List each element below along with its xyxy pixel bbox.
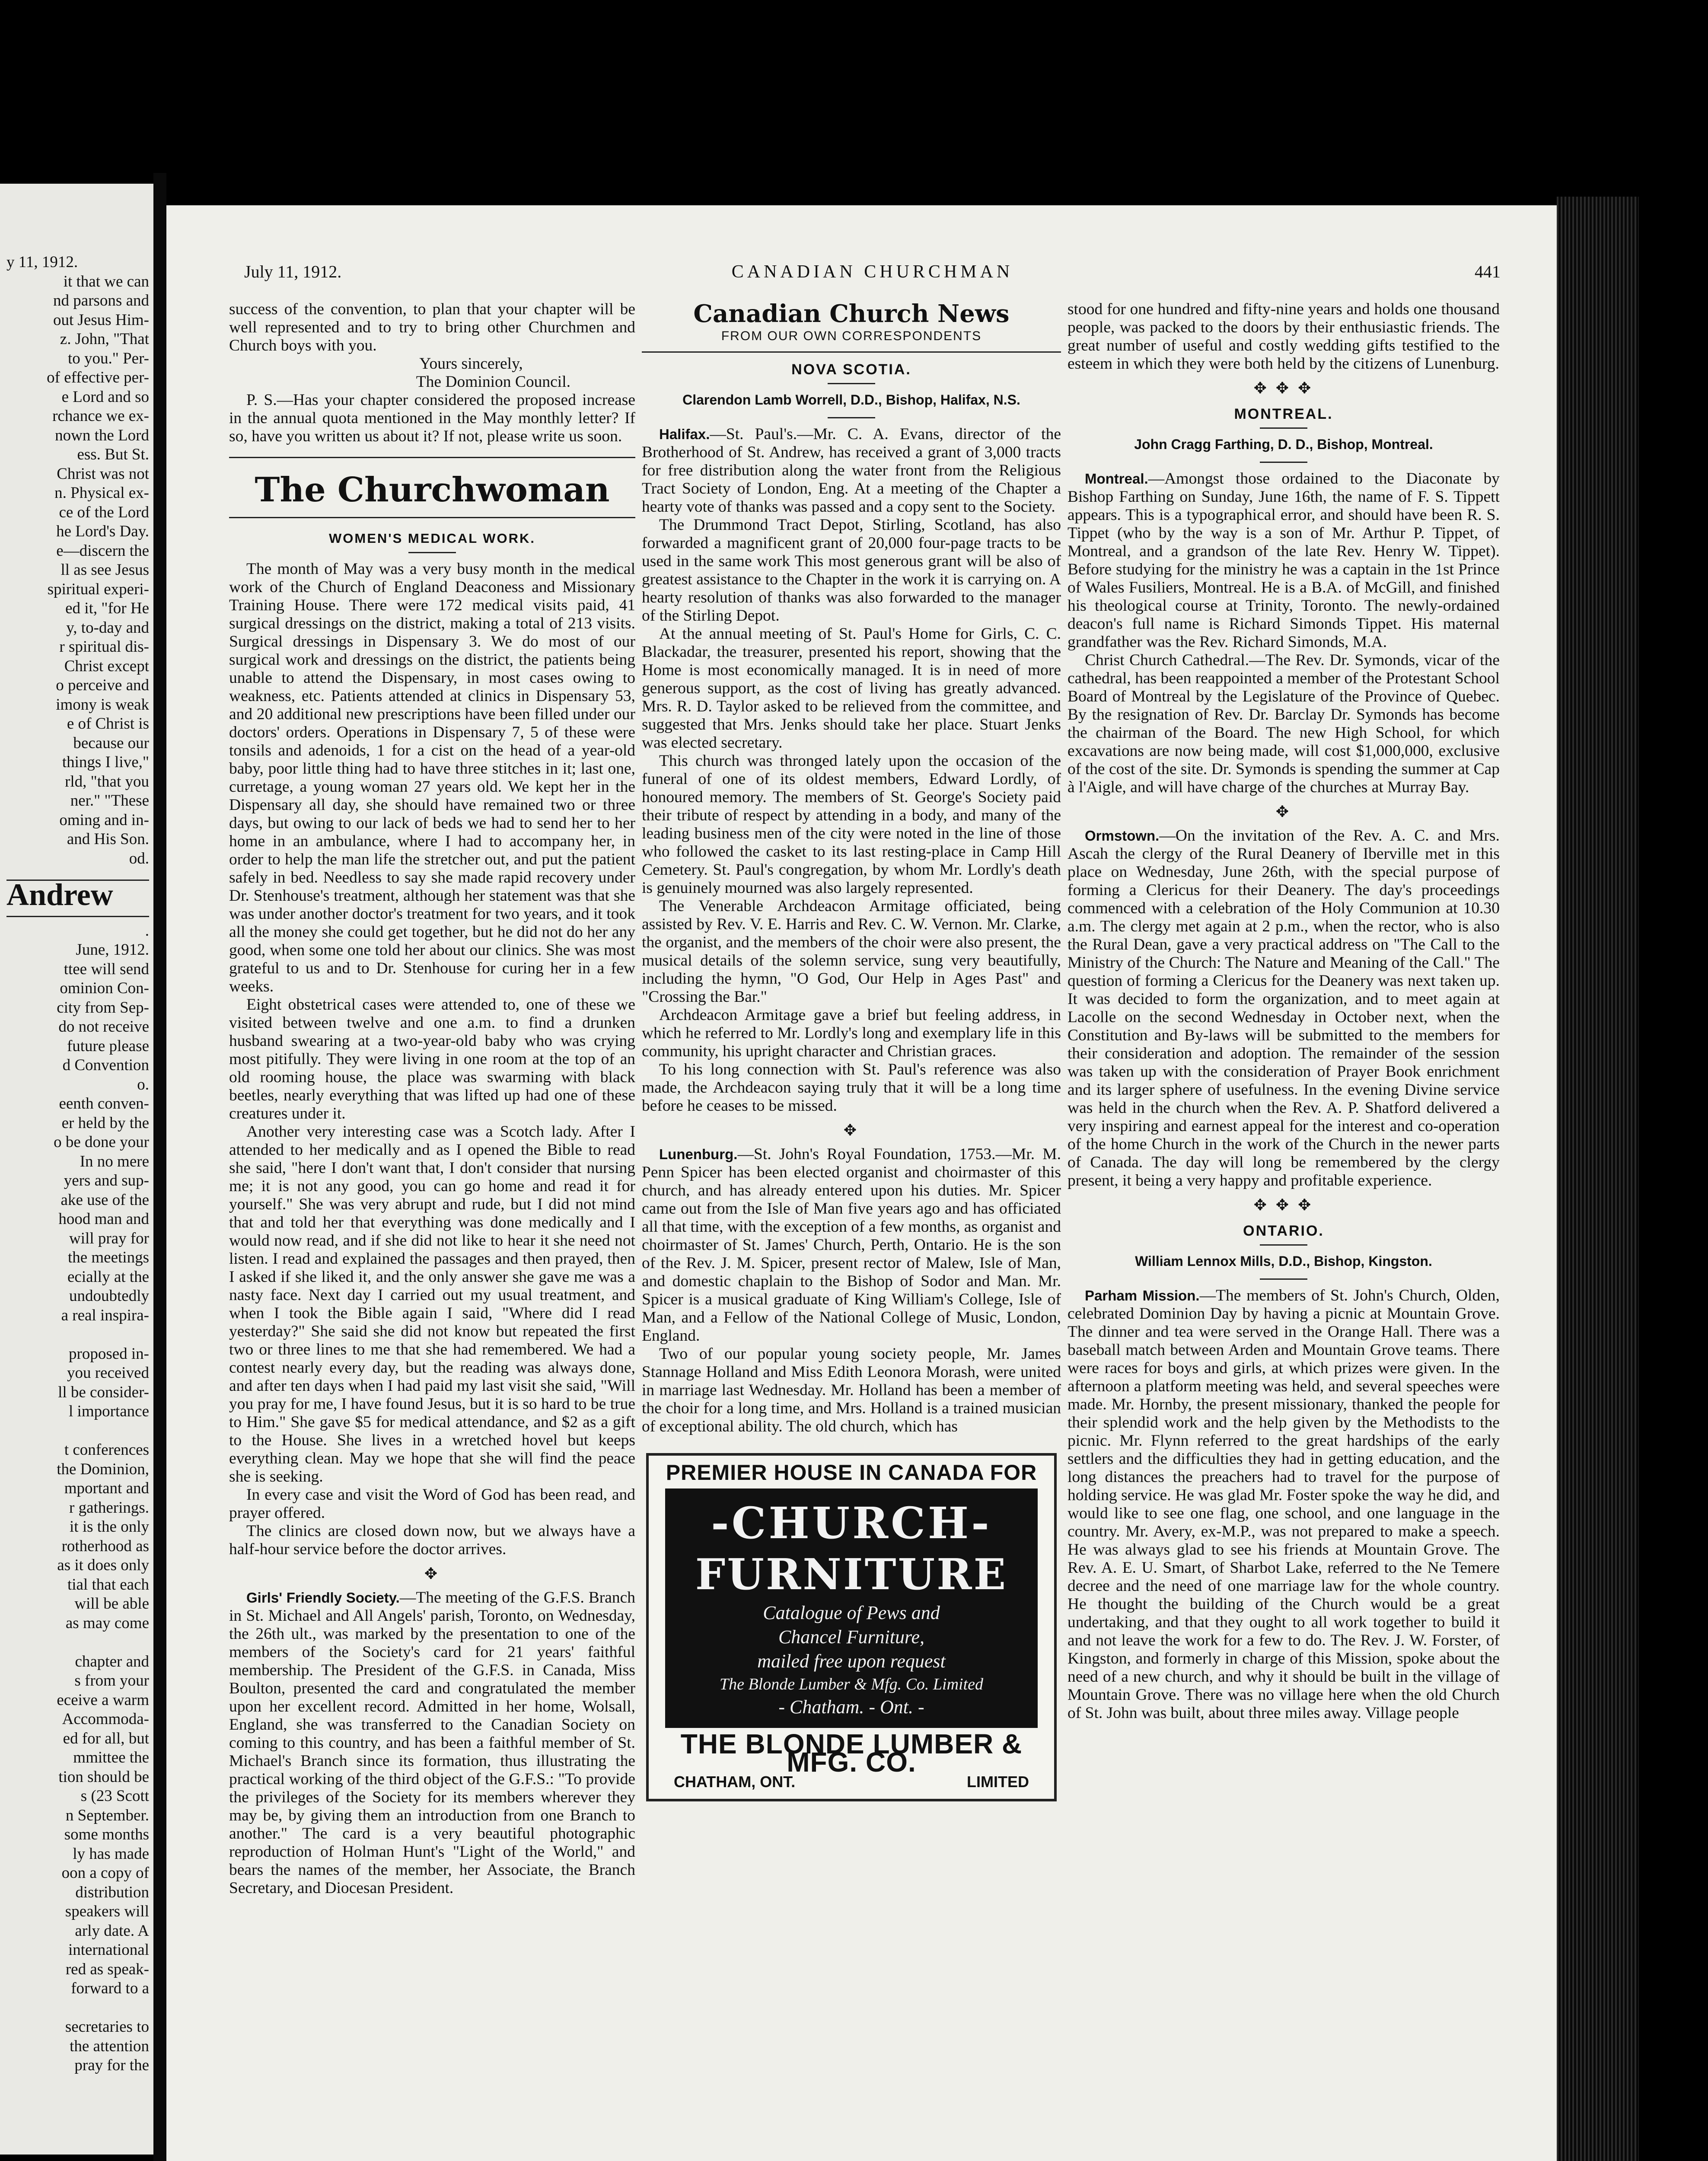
- previous-page-line: will be able: [74, 1595, 149, 1613]
- previous-page-line: future please: [67, 1037, 149, 1055]
- previous-page-line: e—discern the: [56, 542, 149, 560]
- previous-page-line: rchance we ex-: [52, 407, 149, 425]
- previous-page-header: y 11, 1912.: [6, 253, 78, 271]
- previous-page-line: ce of the Lord: [59, 503, 149, 521]
- previous-page-line: t conferences: [64, 1441, 149, 1459]
- previous-page-line: the attention: [70, 2037, 149, 2055]
- paragraph-text: —Amongst those ordained to the Diaconate by Bishop Farthing on Sunday, June 16th, the name of F. S. Tippett appears. This is a typographical error, and should have been R. S. Tippet (who by the way is a son of Mr. Arthur P. Tippet, of Montreal, and a grandson of the late Rev. Henry W. Tippet). Before studying for the ministry he was a captain in the 1st Prince of Wales Fusiliers, Montreal. He is a B.A. of McGill, and finished his theological course at Trinity, Toronto. The newly-ordained deacon's full name is Richard Simonds Tippet. His maternal grandfather was the Rev. Richard Simonds, M.A.: [1068, 470, 1500, 651]
- previous-page-line: o perceive and: [56, 676, 149, 694]
- region-heading: ONTARIO.: [1243, 1223, 1324, 1239]
- previous-page-line: chapter and: [75, 1652, 149, 1670]
- paragraph-text: —The members of St. John's Church, Olden, celebrated Dominion Day by having a picnic at Mountain Grove. The dinner and tea were served in the Orange Hall. There was a baseball match between Arden and Mountain Grove teams. There were races for boys and girls, at which prizes were given. In the afternoon a platform meeting was held, and several speeches were made. Mr. Hornby, the present missionary, thanked the people for their splendid work and the help given by the Methodists to the picnic. Mr. Flynn referred to the great hardships of the early settlers and the difficulties they had in getting education, and the long distances the preachers had to travel for the purpose of holding service. He was glad Mr. Foster spoke the way he did, and would like to see one flag, one school, and one language in the country. Mr. Avery, ex-M.P., was not prepared to make a speech. He was always glad to see his friends at Mountain Grove. The Rev. A. E. U. Smart, of Sharbot Lake, referred to the Ne Temere decree and the need of one marriage law for the whole country. He thought the building of the Church would be a great undertaking, and that they ought to all work together to build it and not leave the work for a few to do. The Rev. J. W. Forster, of Kingston, and formerly in charge of this Mission, spoke about the need of a new church, and why it should be built in the village of Mountain Grove. There was no village here when the old Church of St. John was built, about three miles away. Village people: [1068, 1287, 1500, 1722]
- previous-page-line: ll as see Jesus: [61, 561, 149, 579]
- paragraph: To his long connection with St. Paul's reference was also made, the Archdeacon saying truly that it will be a long time before he ceases to be missed.: [642, 1061, 1061, 1115]
- previous-page-line: Christ was not: [57, 465, 149, 483]
- previous-page-line: eceive a warm: [57, 1691, 149, 1709]
- page-edges: [1557, 197, 1639, 2161]
- previous-page-lines-2: [6, 921, 149, 2075]
- previous-page-line: z. John, "That: [60, 330, 149, 348]
- book-gutter: [153, 173, 166, 2161]
- previous-page-line: s (23 Scott: [80, 1787, 149, 1805]
- previous-page-line: as it does only: [57, 1556, 149, 1574]
- previous-page-line: [6, 1633, 149, 1652]
- paragraph: stood for one hundred and fifty-nine years and holds one thousand people, was packed to the doors by their enthusiastic friends. The great number of useful and costly wedding gifts testified to the esteem in which they were both held by the citizens of Lunenburg.: [1068, 300, 1500, 373]
- paragraph: [1068, 470, 1500, 651]
- header-date: July 11, 1912.: [244, 262, 342, 281]
- article-title: WOMEN'S MEDICAL WORK.: [329, 531, 535, 546]
- previous-page-line: you received: [67, 1364, 149, 1382]
- paragraph: Another very interesting case was a Scotch lady. After I attended to her medically and as I opened the Bible to read she said, "here I don't want that, I don't consider that nursing me; it is not any good, you can go home and read it for yourself." She was very abrupt and rude, but I did not mind that and told her that everything was done medically and I would now read, and if she did not like to hear it she need not listen. I read and explained the passages and then prayed, then I asked if she liked it, and the only answer she gave me was a nasty face. Next day I carried out my usual treatment, and when I took the Bible again I said, "Where did I read yesterday?" She said she did not know but repeated the first two or three lines to me that she had remembered. We had a contest nearly every day, but the reading was always done, and after ten days when I had paid my last visit she said, "Will you pray for me, I have found Jesus, but it is so hard to be true to Him." She gave $5 for medical attendance, and $2 as a gift to the House. She lives in a wretched hovel but keeps everything clean. May we hope that she will find the peace she is seeking.: [229, 1123, 635, 1485]
- previous-page-line: nd parsons and: [53, 292, 149, 309]
- previous-page-line: tial that each: [67, 1575, 149, 1594]
- previous-page-line: red as speak-: [65, 1960, 149, 1978]
- previous-page-line: ake use of the: [61, 1191, 149, 1209]
- previous-page-line: n September.: [65, 1806, 149, 1824]
- ad-headline: PREMIER HOUSE IN CANADA FOR: [666, 1460, 1037, 1485]
- advertisement: [646, 1453, 1057, 1801]
- previous-page-line: In no mere: [80, 1152, 149, 1170]
- paragraph: The month of May was a very busy month in the medical work of the Church of England Deaconess and Missionary Training House. There were 172 medical visits paid, 41 surgical dressings on the district, making a total of 213 visits. Surgical dressings in Dispensary 3. We do most of our surgical work and dressings on the district, the patients being unable to attend the Dispensary, in most cases owing to weakness, etc. Patients attended at clinics in Dispensary 53, and 20 additional new prescriptions have been filled under our doctors' orders. Operations in Dispensary 7, 5 of these were tonsils and adenoids, 1 for a cist on the head of a year-old baby, poor little thing had to have three stitches in it; last one, curretage, a young woman 27 years old. We kept her in the Dispensary all day, she should have remained two or three days, but owing to our lack of beds we had to send her to her home in an ambulance, where I had to accompany her, in order to help the man life the stretcher out, and put the patient safely in bed. Needless to say she made rapid recovery under Dr. Stenhouse's treatment, although her statement was that she was under another doctor's treatment for two years, and it took all the money she could get together, but he did not do her any good, when some one told her about our clinics. She was most grateful to us and to Dr. Stenhouse for curing her in a few weeks.: [229, 560, 635, 995]
- ad-text: Catalogue of Pews and: [763, 1602, 940, 1623]
- previous-page-line: [6, 1422, 149, 1441]
- previous-page-line: .: [145, 921, 149, 940]
- divider: [408, 552, 456, 553]
- divider: [229, 457, 635, 458]
- previous-page-line: some months: [64, 1826, 149, 1843]
- divider: [6, 916, 149, 917]
- previous-page-line: and His Son.: [67, 830, 149, 848]
- previous-page-line: forward to a: [71, 1979, 149, 1997]
- signature: The Dominion Council.: [416, 373, 570, 391]
- previous-page-line: a real inspira-: [61, 1306, 149, 1324]
- previous-page-line: ed it, "for He: [65, 599, 149, 617]
- ad-title: -CHURCH-: [711, 1498, 992, 1549]
- previous-page-line: s from your: [74, 1672, 149, 1689]
- previous-page-text: [6, 253, 149, 2075]
- paragraph: success of the convention, to plan that your chapter will be well represented and to try to bring other Churchmen and Church boys with you.: [229, 300, 635, 354]
- previous-page-line: international: [68, 1941, 149, 1959]
- column-1: [229, 300, 635, 1897]
- paragraph: Two of our popular young society people, Mr. James Stannage Holland and Miss Edith Leonora Morash, were united in marriage last Wednesday. Mr. Holland has been a member of the choir for a long time, and Mrs. Holland is a trained musician of exceptional ability. The old church, which has: [642, 1345, 1061, 1435]
- paragraph-lead: Halifax.: [659, 426, 710, 442]
- previous-page-line: hood man and: [58, 1210, 149, 1228]
- ad-text: The Blonde Lumber & Mfg. Co. Limited: [719, 1675, 984, 1693]
- ornament: ✥ ✥ ✥: [1253, 1196, 1314, 1214]
- previous-page-line: things I live,": [62, 753, 149, 771]
- ad-title-2: FURNITURE: [695, 1550, 1008, 1600]
- previous-page-line: undoubtedly: [69, 1287, 149, 1305]
- previous-page-line: o be done your: [54, 1133, 149, 1151]
- divider: [229, 517, 635, 518]
- paragraph-lead: Girls' Friendly Society.: [246, 1590, 400, 1606]
- previous-page-line: proposed in-: [69, 1345, 149, 1363]
- previous-page-fragment: [0, 184, 153, 2155]
- divider: [1260, 1278, 1307, 1280]
- previous-page-line: spiritual experi-: [47, 580, 149, 598]
- previous-page-line: mmittee the: [73, 1749, 149, 1766]
- previous-page-line: d Convention: [62, 1056, 149, 1074]
- ad-text: - Chatham. - Ont. -: [778, 1696, 924, 1718]
- previous-page-line: speakers will: [65, 1903, 149, 1920]
- ornament: ✥: [843, 1122, 860, 1139]
- previous-page-line: tion should be: [58, 1768, 149, 1786]
- previous-page-line: to you." Per-: [67, 349, 149, 367]
- paragraph: At the annual meeting of St. Paul's Home for Girls, C. C. Blackadar, the treasurer, presented his report, showing that the Home is most economically managed. It is in need of more generous support, as the cost of living has greatly advanced. Mrs. R. D. Taylor asked to be relieved from the committee, and suggested that Mrs. Jenks should take her place. Stuart Jenks was elected secretary.: [642, 625, 1061, 752]
- previous-page-line: l importance: [69, 1402, 149, 1420]
- previous-page-line: eenth conven-: [59, 1095, 149, 1112]
- previous-page-line: secretaries to: [65, 2018, 149, 2036]
- previous-page-line: distribution: [75, 1883, 149, 1901]
- previous-page-line: the Dominion,: [57, 1460, 149, 1478]
- paragraph-lead: Lunenburg.: [659, 1146, 738, 1162]
- ad-panel: [665, 1488, 1038, 1728]
- paragraph-text: —The meeting of the G.F.S. Branch in St. Michael and All Angels' parish, Toronto, on Wednesday, the 26th ult., was marked by the presentation to one of the members of the Society's card for 21 years' faithful membership. The President of the G.F.S. in Canada, Miss Boulton, presented the card and congratulated the member upon her excellent record. Admitted in her home, Wolsall, England, she was transferred to the Canadian Society on coming to this country, and has been a faithful member of St. Michael's Branch since its formation, thus illustrating the practical working of the third object of the G.F.S.: "To provide the privileges of the Society for its members wherever they may be, by giving them an introduction from one Branch to another." The card is a very beautiful photographic reproduction of Holman Hunt's "Light of the World," and bears the names of the member, her Associate, the Branch Secretary, and Diocesan President.: [229, 1589, 635, 1897]
- ornament: ✥: [1275, 803, 1292, 820]
- previous-page-line: will pray for: [69, 1229, 149, 1247]
- previous-page-line: o.: [137, 1075, 149, 1093]
- previous-page-line: as may come: [65, 1614, 149, 1632]
- previous-page-line: do not receive: [58, 1018, 149, 1036]
- paragraph: The Venerable Archdeacon Armitage officiated, being assisted by Rev. V. E. Harris and Rev. C. W. Vernon. Mr. Clarke, the organist, and the members of the choir were also present, the musical details of the solemn service, sung very beautifully, including the hymn, "O God, Our Help in Ages Past" and "Crossing the Bar.": [642, 897, 1061, 1006]
- page-header: [244, 261, 1501, 287]
- section-heading: The Churchwoman: [255, 470, 610, 510]
- previous-page-line: r spiritual dis-: [59, 638, 149, 656]
- previous-page-line: yers and sup-: [64, 1172, 149, 1189]
- previous-page-line: nown the Lord: [55, 426, 149, 444]
- previous-page-line: arly date. A: [75, 1922, 149, 1940]
- divider: [642, 351, 1061, 353]
- previous-page-line: ll be consider-: [58, 1383, 149, 1401]
- paragraph: The clinics are closed down now, but we always have a half-hour service before the doctor arrives.: [229, 1522, 635, 1558]
- header-title: CANADIAN CHURCHMAN: [731, 262, 1013, 282]
- newspaper-page: [166, 205, 1557, 2161]
- paragraph: [642, 1145, 1061, 1345]
- previous-page-line: the meetings: [67, 1249, 149, 1266]
- paragraph: [1068, 1287, 1500, 1722]
- previous-page-line: e Lord and so: [61, 388, 149, 406]
- paragraph: [229, 1589, 635, 1897]
- previous-page-line: ecially at the: [67, 1268, 149, 1286]
- column-2: [642, 300, 1061, 1801]
- previous-page-line: Christ except: [64, 657, 149, 675]
- column-3: [1068, 300, 1500, 1722]
- previous-page-line: rotherhood as: [61, 1537, 149, 1555]
- previous-page-line: y, to-day and: [66, 618, 149, 637]
- previous-page-line: oming and in-: [59, 811, 149, 829]
- divider: [828, 417, 875, 418]
- previous-page-lines: [6, 272, 149, 869]
- paragraph-lead: Parham Mission.: [1085, 1288, 1200, 1304]
- paragraph-lead: Ormstown.: [1085, 828, 1160, 844]
- bishop-line: Clarendon Lamb Worrell, D.D., Bishop, Halifax, N.S.: [682, 392, 1020, 408]
- previous-page-line: he Lord's Day.: [56, 523, 149, 540]
- previous-page-line: imony is weak: [56, 695, 149, 714]
- previous-page-line: Accommoda-: [62, 1710, 149, 1728]
- previous-page-line: because our: [73, 734, 149, 752]
- ad-limited: LIMITED: [967, 1773, 1029, 1791]
- previous-page-line: [6, 1998, 149, 2018]
- previous-page-line: ly has made: [73, 1845, 149, 1863]
- ornament: ✥: [424, 1565, 440, 1582]
- previous-page-line: June, 1912.: [76, 941, 149, 959]
- region-heading: MONTREAL.: [1234, 406, 1333, 422]
- previous-page-line: ner." "These: [70, 792, 149, 810]
- previous-page-line: out Jesus Him-: [53, 311, 149, 329]
- previous-page-line: city from Sep-: [57, 998, 149, 1017]
- paragraph: [642, 425, 1061, 516]
- paragraph: This church was thronged lately upon the occasion of the funeral of one of its oldest members, Edward Lordly, of honoured memory. The members of St. George's Society paid their tribute of respect by attending in a body, and many of the leading business men of the city were noted in the line of those who followed the casket to its last resting-place in Camp Hill Cemetery. St. Paul's congregation, by whom Mr. Lordly's death is genuinely mourned was also largely represented.: [642, 752, 1061, 897]
- bishop-line: William Lennox Mills, D.D., Bishop, Kingston.: [1135, 1253, 1432, 1269]
- section-heading: Canadian Church News: [693, 300, 1010, 328]
- paragraph: Eight obstetrical cases were attended to, one of these we visited between twelve and one a.m. to find a drunken husband swearing at a two-year-old baby who was crying most pitifully. They were living in one room at the top of an old rooming house, the place was swarming with black beetles, nearly everything that was lifted up had one of these creatures under it.: [229, 996, 635, 1122]
- page-number: 441: [1475, 262, 1501, 281]
- closing: Yours sincerely,: [419, 355, 523, 373]
- paragraph-lead: Montreal.: [1085, 471, 1148, 487]
- previous-page-line: oon a copy of: [61, 1864, 149, 1882]
- paragraph-text: —St. John's Royal Foundation, 1753.—Mr. M. Penn Spicer has been elected organist and choirmaster of this church, and has already entered upon his duties. Mr. Spicer came out from the Isle of Man five years ago and has officiated all that time, with the exception of a few months, as organist and choirmaster of St. James' Church, Perth, Ontario. He is the son of the Rev. J. M. Spicer, present rector of Malew, Isle of Man, and domestic chaplain to the Bishop of Sodor and Man. Mr. Spicer is a musical graduate of King William's College, Isle of Man, and a Fellow of the National College of Music, London, England.: [642, 1145, 1061, 1345]
- postscript: P. S.—Has your chapter considered the proposed increase in the annual quota mentioned in the May monthly letter? If so, have you written us about it? If not, please write us soon.: [229, 391, 635, 445]
- region-heading: NOVA SCOTIA.: [791, 361, 911, 378]
- previous-page-line: [6, 1325, 149, 1345]
- previous-page-line: ess. But St.: [77, 446, 149, 463]
- previous-page-line: rld, "that you: [65, 772, 149, 790]
- divider: [1260, 462, 1307, 463]
- paragraph-text: —On the invitation of the Rev. A. C. and Mrs. Ascah the clergy of the Rural Deanery of Iberville met in this place on Wednesday, June 26th, with the special purpose of forming a Clericus for their Deanery. The day's proceedings commenced with a celebration of the Holy Communion at 10.30 a.m. The clergy met again at 2 p.m., when the rector, who is also the Rural Dean, gave a very practical address on "The Call to the Ministry of the Church: The Nature and Meaning of the Call." The question of forming a Clericus for the Deanery was next taken up. It was decided to form the organization, and to meet again at Lacolle on the second Wednesday in October next, when the Constitution and By-laws will be submitted to the members for their consideration and adoption. The remainder of the session was taken up with the consideration of Prayer Book enrichment and its larger sphere of usefulness. In the evening Divine service was held in the church when the Rev. A. P. Shatford delivered a very inspiring and earnest appeal for the interest and co-operation of the home Church in the work of the Church in the newer parts of Canada. The day will long be remembered by the clergy present, it being a very happy and profitable experience.: [1068, 827, 1500, 1189]
- previous-page-line: r gatherings.: [69, 1498, 149, 1517]
- ad-text: mailed free upon request: [757, 1651, 946, 1672]
- previous-page-line: it is the only: [70, 1518, 149, 1536]
- previous-page-line: mportant and: [64, 1479, 149, 1497]
- previous-page-line: od.: [129, 849, 149, 867]
- previous-page-line: e of Christ is: [67, 715, 149, 733]
- previous-page-title: Andrew: [6, 877, 113, 912]
- previous-page-line: ed for all, but: [63, 1729, 149, 1747]
- previous-page-line: n. Physical ex-: [54, 484, 149, 502]
- previous-page-line: er held by the: [61, 1114, 149, 1132]
- ad-text: Chancel Furniture,: [778, 1626, 925, 1648]
- paragraph: The Drummond Tract Depot, Stirling, Scotland, has also forwarded a magnificent grant of 20,000 four-page tracts to be used in the same work This most generous grant will be also of greatest assistance to the Chapter in the work it is carrying on. A hearty resolution of thanks was also forwarded to the manager of the Stirling Depot.: [642, 516, 1061, 625]
- bishop-line: John Cragg Farthing, D. D., Bishop, Montreal.: [1134, 437, 1433, 452]
- divider: [828, 383, 875, 384]
- paragraph: In every case and visit the Word of God has been read, and prayer offered.: [229, 1486, 635, 1522]
- previous-page-line: ttee will send: [64, 960, 149, 978]
- paragraph: Archdeacon Armitage gave a brief but feeling address, in which he referred to Mr. Lordly's long and exemplary life in this community, his upright character and Christian graces.: [642, 1006, 1061, 1060]
- previous-page-line: of effective per-: [47, 369, 149, 386]
- previous-page-line: it that we can: [63, 272, 149, 290]
- paragraph-text: —St. Paul's.—Mr. C. A. Evans, director of the Brotherhood of St. Andrew, has received a grant of 3,000 tracts for free distribution along the water front from the Religious Tract Society of London, Eng. At a meeting of the Chapter a hearty vote of thanks was passed and a copy sent to the Society.: [642, 425, 1061, 516]
- ad-city: CHATHAM, ONT.: [674, 1773, 796, 1791]
- paragraph: Christ Church Cathedral.—The Rev. Dr. Symonds, vicar of the cathedral, has been reappointed a member of the Protestant School Board of Montreal by the Legislature of the Province of Quebec. By the resignation of Rev. Dr. Barclay Dr. Symonds has become the chairman of the Board. The new High School, for which excavations are now being made, will cost $1,000,000, exclusive of the cost of the site. Dr. Symonds is spending the summer at Cap à l'Aigle, and will have charge of the churches at Murray Bay.: [1068, 651, 1500, 796]
- previous-page-line: pray for the: [74, 2056, 149, 2074]
- ad-company: THE BLONDE LUMBER & MFG. CO.: [680, 1728, 1023, 1778]
- ornament: ✥ ✥ ✥: [1253, 379, 1314, 397]
- paragraph: [1068, 827, 1500, 1190]
- previous-page-line: ominion Con-: [60, 979, 149, 997]
- section-subheading: FROM OUR OWN CORRESPONDENTS: [721, 329, 982, 343]
- divider: [1260, 427, 1307, 429]
- divider: [1260, 1244, 1307, 1246]
